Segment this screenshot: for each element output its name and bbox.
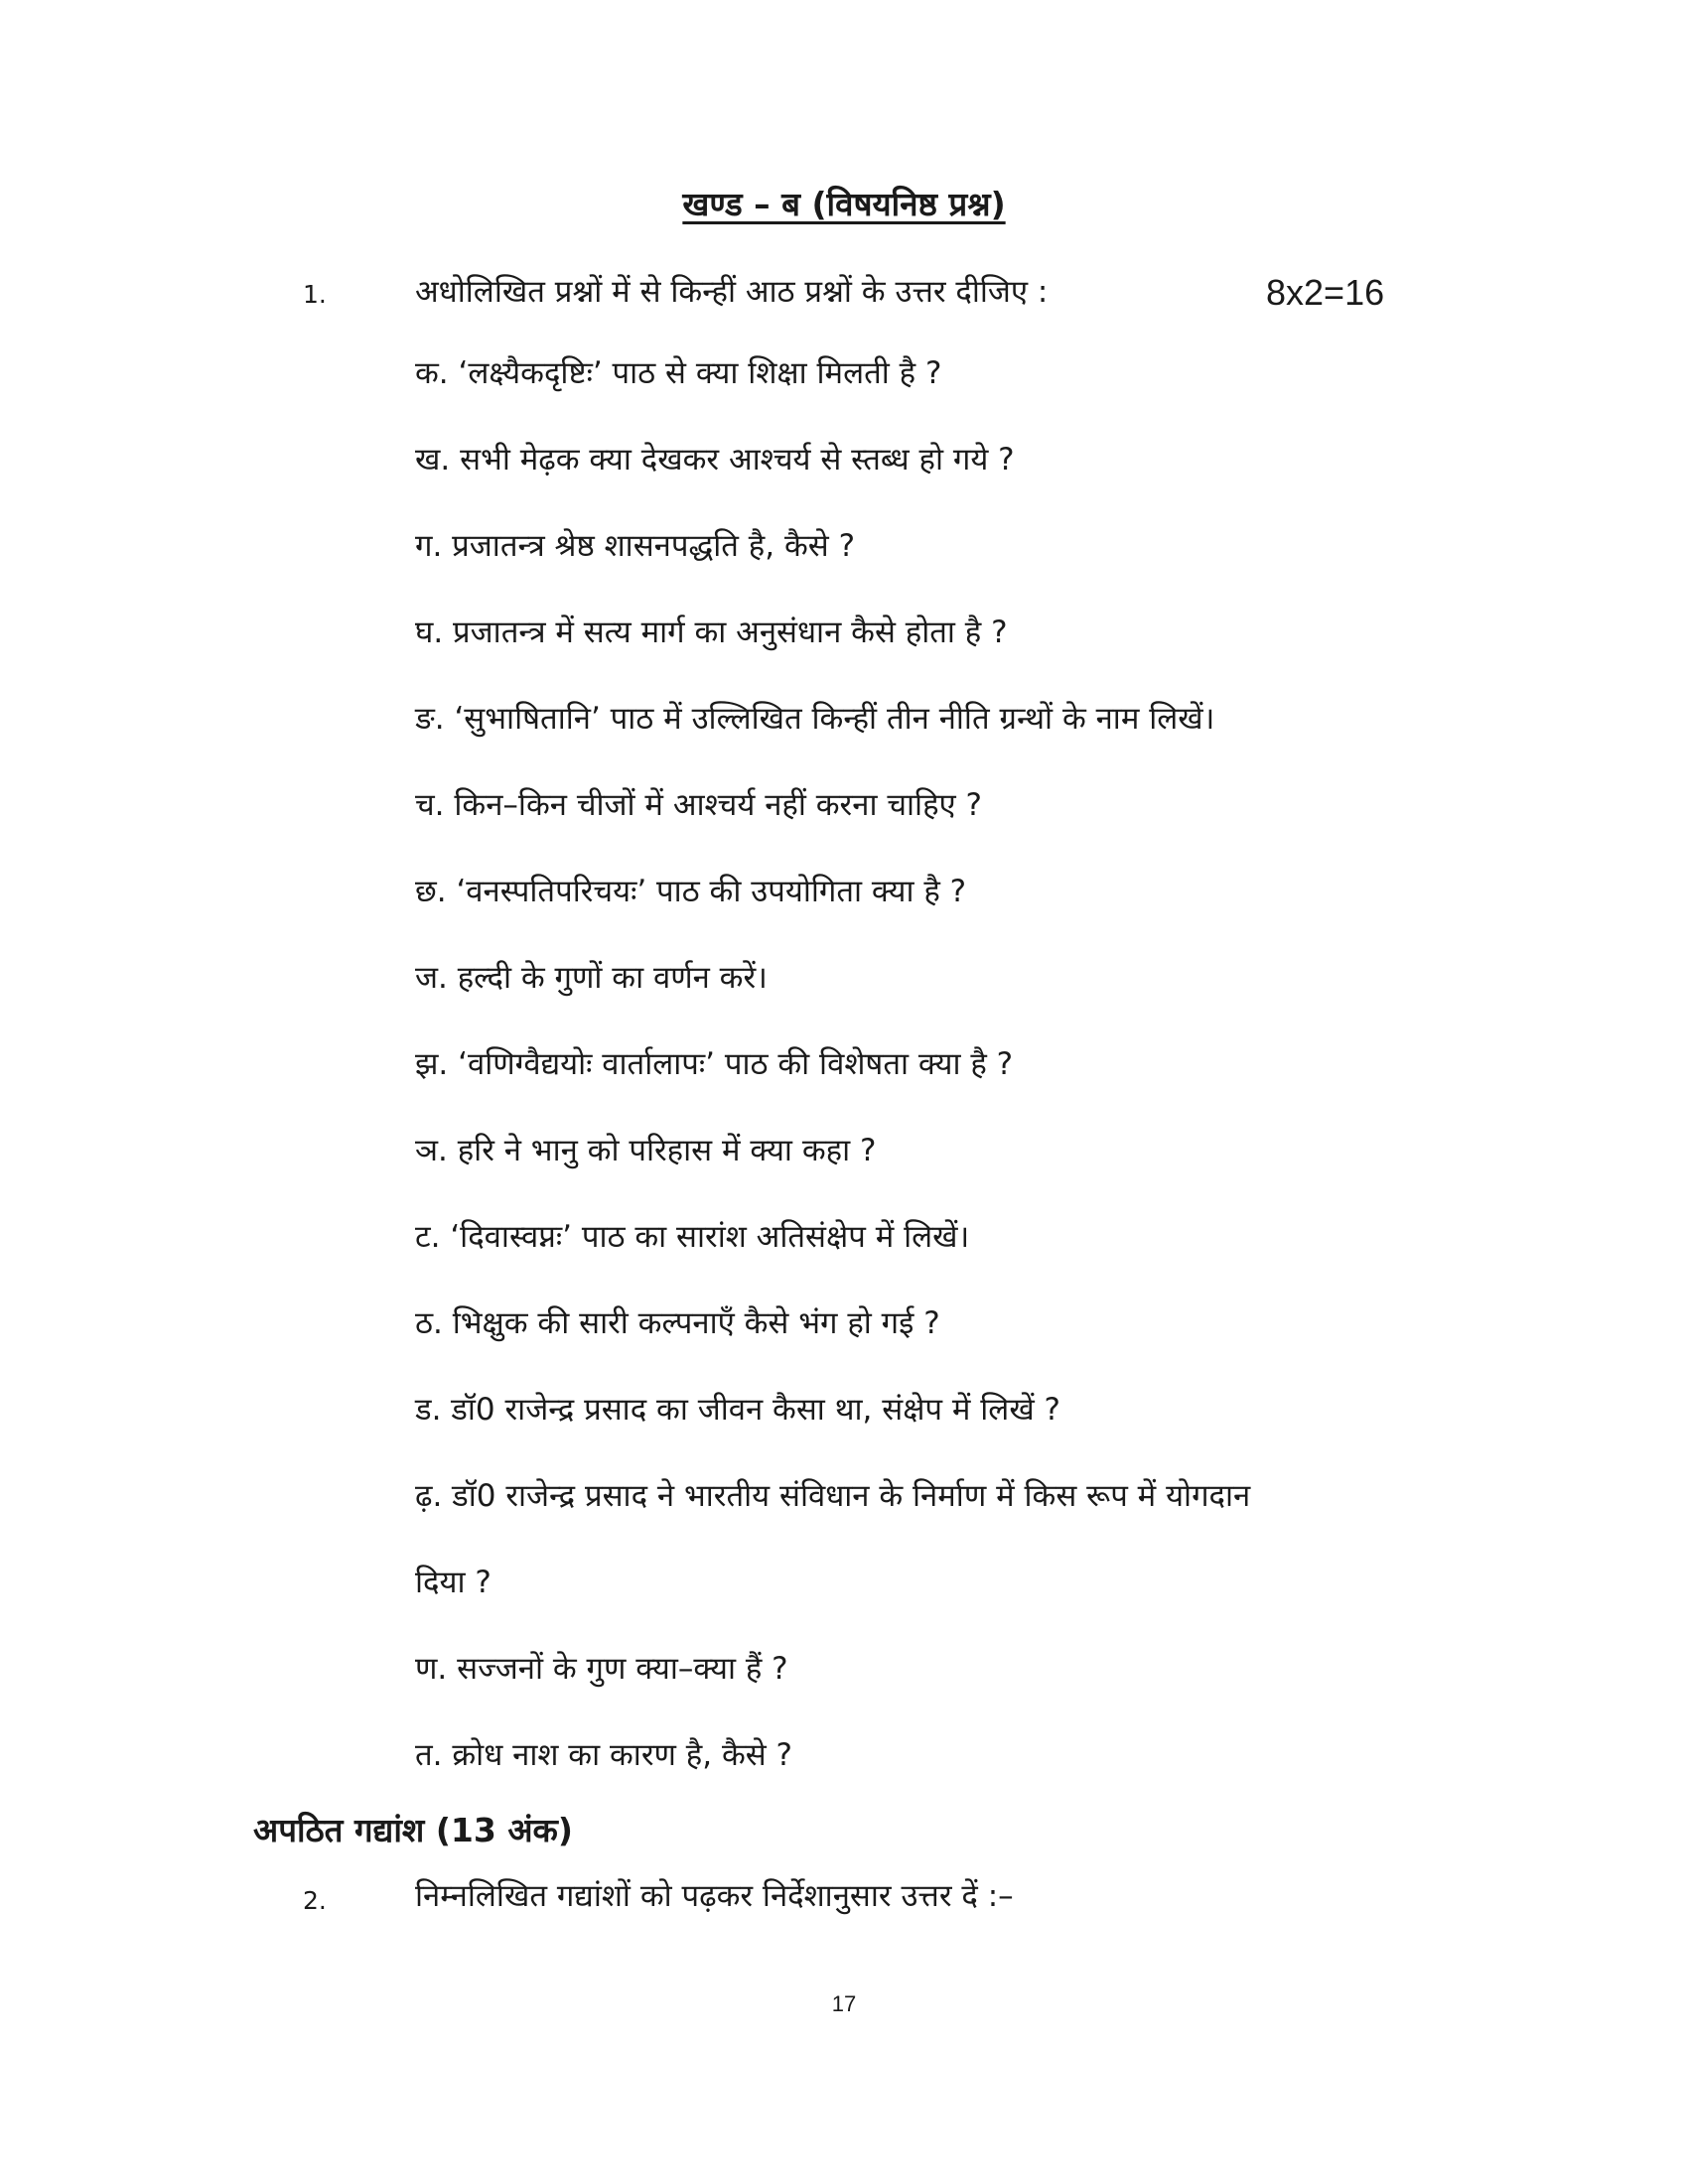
question-item: घ. प्रजातन्त्र में सत्य मार्ग का अनुसंधान कैसे होता है ? (415, 614, 1008, 650)
question-1-instruction: अधोलिखित प्रश्नों में से किन्हीं आठ प्रश्नों के उत्तर दीजिए : (415, 274, 1049, 310)
question-item: ठ. भिक्षुक की सारी कल्पनाएँ कैसे भंग हो गई ? (415, 1305, 940, 1341)
question-item: ढ़. डॉ0 राजेन्द्र प्रसाद ने भारतीय संविधान के निर्माण में किस रूप में योगदान (415, 1478, 1251, 1514)
question-item: ड. डॉ0 राजेन्द्र प्रसाद का जीवन कैसा था, संक्षेप में लिखें ? (415, 1392, 1060, 1428)
question-list (415, 349, 1468, 1818)
question-number-2: 2. (303, 1886, 327, 1915)
section-heading: खण्ड – ब (विषयनिष्ठ प्रश्न) (682, 185, 1006, 223)
question-1-marks: 8x2=16 (1266, 272, 1385, 313)
unseen-passage-heading: अपठित गद्यांश (13 अंक) (253, 1811, 573, 1849)
question-item: ञ. हरि ने भानु को परिहास में क्या कहा ? (415, 1133, 877, 1168)
question-item: च. किन–किन चीजों में आश्चर्य नहीं करना चाहिए ? (415, 787, 982, 823)
page-number: 17 (831, 1991, 857, 2016)
question-item: त. क्रोध नाश का कारण है, कैसे ? (415, 1737, 793, 1773)
question-item: ज. हल्दी के गुणों का वर्णन करें। (415, 960, 768, 996)
question-item: ट. ‘दिवास्वप्नः’ पाठ का सारांश अतिसंक्षेप में लिखें। (415, 1219, 970, 1255)
question-number-1: 1. (303, 280, 327, 309)
question-item: ख. सभी मेढ़क क्या देखकर आश्चर्य से स्तब्ध हो गये ? (415, 442, 1015, 478)
question-item: झ. ‘वणिग्वैद्ययोः वार्तालापः’ पाठ की विशेषता क्या है ? (415, 1046, 1014, 1082)
question-item: ण. सज्जनों के गुण क्या–क्या हैं ? (415, 1651, 788, 1687)
question-item: छ. ‘वनस्पतिपरिचयः’ पाठ की उपयोगिता क्या है ? (415, 874, 967, 909)
question-2-instruction: निम्नलिखित गद्यांशों को पढ़कर निर्देशानुसार उत्तर दें :– (415, 1878, 1014, 1914)
question-item: ग. प्रजातन्त्र श्रेष्ठ शासनपद्धति है, कैसे ? (415, 528, 856, 564)
question-item: ङ. ‘सुभाषितानि’ पाठ में उल्लिखित किन्हीं तीन नीति ग्रन्थों के नाम लिखें। (415, 701, 1215, 737)
question-item: क. ‘लक्ष्यैकदृष्टिः’ पाठ से क्या शिक्षा मिलती है ? (415, 355, 942, 391)
question-item-continuation: दिया ? (415, 1565, 492, 1600)
